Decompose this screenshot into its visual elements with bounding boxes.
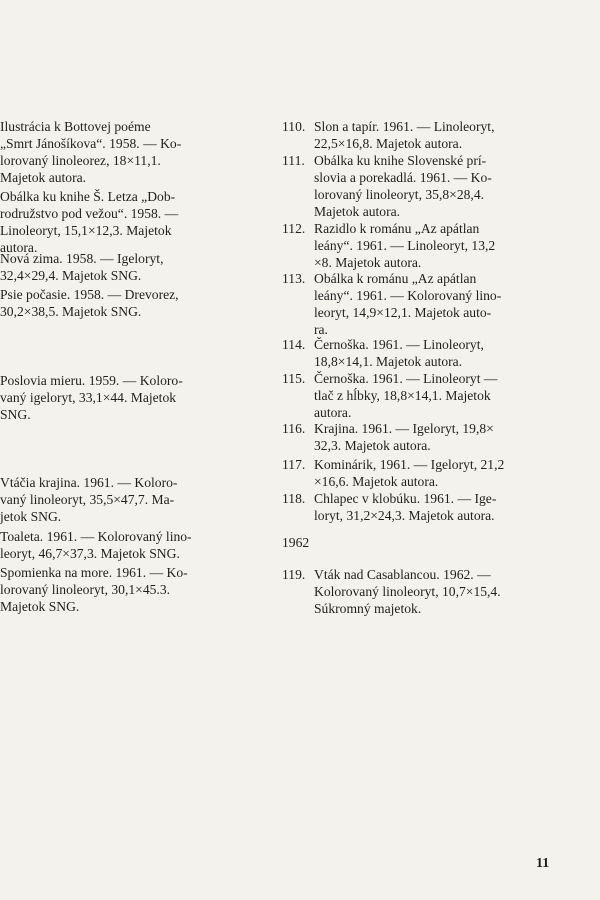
entry-number: 119.	[282, 567, 306, 582]
catalog-entry: 119. Vták nad Casablancou. 1962. — Kolorovaný linoleoryt, 10,7×15,4. Súkromný majetok.	[282, 567, 501, 616]
entry-number: 116.	[282, 421, 306, 436]
catalog-entry: Ilustrácia k Bottovej poéme „Smrt Jánošíkova“. 1958. — Ko- lorovaný linoleorez, 18×11,1. Majetok autora.	[0, 119, 182, 185]
catalog-entry: 112. Razidlo k románu „Az apátlan leány“. 1961. — Linoleoryt, 13,2 ×8. Majetok autora.	[282, 221, 496, 270]
catalog-entry: Poslovia mieru. 1959. — Koloro- vaný igeloryt, 33,1×44. Majetok SNG.	[0, 373, 183, 422]
catalog-entry: Psie počasie. 1958. — Drevorez, 30,2×38,5. Majetok SNG.	[0, 287, 179, 319]
entry-number: 112.	[282, 221, 306, 236]
entry-number: 118.	[282, 491, 306, 506]
catalog-entry: Vtáčia krajina. 1961. — Koloro- vaný linoleoryt, 35,5×47,7. Ma- jetok SNG.	[0, 475, 178, 524]
entry-number: 111.	[282, 153, 305, 168]
catalog-entry: 115. Černoška. 1961. — Linoleoryt — tlač z hĺbky, 18,8×14,1. Majetok autora.	[282, 371, 498, 420]
catalog-entry: 111. Obálka ku knihe Slovenské prí- slovia a porekadlá. 1961. — Ko- lorovaný linoleoryt, 35,8×28,4. Majetok autora.	[282, 153, 492, 219]
catalog-entry: 113. Obálka k románu „Az apátlan leány“. 1961. — Kolorovaný lino- leoryt, 14,9×12,1. Majetok auto- ra.	[282, 271, 502, 337]
catalog-entry: 116. Krajina. 1961. — Igeloryt, 19,8× 32,3. Majetok autora.	[282, 421, 494, 453]
entry-number: 117.	[282, 457, 306, 472]
catalog-entry: 117. Kominárik, 1961. — Igeloryt, 21,2 ×16,6. Majetok autora.	[282, 457, 505, 489]
catalog-entry: 110. Slon a tapír. 1961. — Linoleoryt, 22,5×16,8. Majetok autora.	[282, 119, 495, 151]
catalog-entry: 118. Chlapec v klobúku. 1961. — Ige- loryt, 31,2×24,3. Majetok autora.	[282, 491, 497, 523]
entry-number: 115.	[282, 371, 306, 386]
catalog-entry: 114. Černoška. 1961. — Linoleoryt, 18,8×14,1. Majetok autora.	[282, 337, 484, 369]
catalog-entry: Toaleta. 1961. — Kolorovaný lino- leoryt, 46,7×37,3. Majetok SNG.	[0, 529, 192, 561]
entry-number: 110.	[282, 119, 306, 134]
entry-number: 113.	[282, 271, 306, 286]
entry-number: 114.	[282, 337, 306, 352]
page-number: 11	[536, 856, 550, 871]
year-heading: 1962	[282, 535, 310, 550]
catalog-entry: Spomienka na more. 1961. — Ko- lorovaný linoleoryt, 30,1×45.3. Majetok SNG.	[0, 565, 188, 614]
catalog-entry: Nová zima. 1958. — Igeloryt, 32,4×29,4. Majetok SNG.	[0, 251, 164, 283]
catalog-entry: Obálka ku knihe Š. Letza „Dob- rodružstvo pod vežou“. 1958. — Linoleoryt, 15,1×12,3. Majetok autora.	[0, 189, 179, 255]
